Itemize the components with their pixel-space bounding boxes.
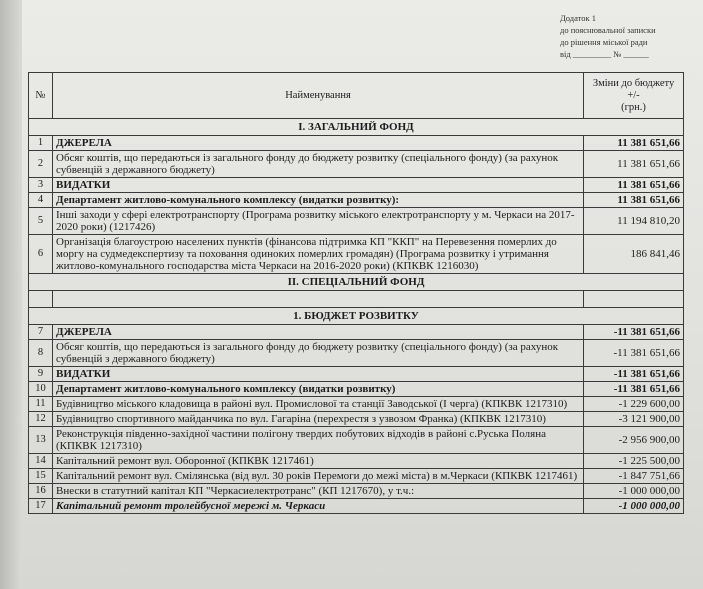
row-number: 13 — [29, 427, 53, 454]
row-label: Внески в статутний капітал КП "Черкасиелектротранс" (КП 1217670), у т.ч.: — [53, 484, 584, 499]
row-number: 15 — [29, 469, 53, 484]
row-number: 5 — [29, 208, 53, 235]
row-amount: -11 381 651,66 — [584, 382, 684, 397]
table-row — [29, 367, 684, 382]
row-number: 10 — [29, 382, 53, 397]
row-number: 16 — [29, 484, 53, 499]
row-label: Будівництво спортивного майданчика по вул. Гагаріна (перехрестя з узвозом Франка) (КПКВК 1217310) — [53, 412, 584, 427]
table-row — [29, 412, 684, 427]
table-row — [29, 340, 684, 367]
row-label: Організація благоустрою населених пунктів (фінансова підтримка КП "ККП" на Перевезення померлих до моргу на судмедекспертизу та поховання одиноких померлих громадян) (Програма розвитку і утримання житлово-комунального господарства міста Черкаси на 2016-2020 роки) (КПКВК 1216030) — [53, 235, 584, 274]
row-number: 12 — [29, 412, 53, 427]
row-amount: 11 194 810,20 — [584, 208, 684, 235]
blank-row — [29, 291, 684, 308]
table-row — [29, 151, 684, 178]
blank-cell — [29, 291, 53, 308]
table-row — [29, 193, 684, 208]
row-amount: 11 381 651,66 — [584, 178, 684, 193]
annex-line-2: до пояснювальної записки — [560, 25, 656, 35]
table-row — [29, 484, 684, 499]
row-label: Капітальний ремонт вул. Смілянська (від вул. 30 років Перемоги до межі міста) в м.Черкаси (КПКВК 1217461) — [53, 469, 584, 484]
row-amount: -1 000 000,00 — [584, 499, 684, 514]
row-number: 2 — [29, 151, 53, 178]
row-label: ВИДАТКИ — [53, 178, 584, 193]
row-amount: -1 847 751,66 — [584, 469, 684, 484]
row-label: ДЖЕРЕЛА — [53, 136, 584, 151]
row-label: ВИДАТКИ — [53, 367, 584, 382]
col-header-change-line-3: (грн.) — [621, 101, 646, 113]
section-title: 1. БЮДЖЕТ РОЗВИТКУ — [29, 308, 684, 325]
row-amount: 11 381 651,66 — [584, 193, 684, 208]
row-number: 7 — [29, 325, 53, 340]
row-amount: -1 229 600,00 — [584, 397, 684, 412]
row-number: 14 — [29, 454, 53, 469]
annex-note — [560, 12, 690, 60]
annex-line-1: Додаток 1 — [560, 13, 597, 23]
row-amount: -11 381 651,66 — [584, 340, 684, 367]
budget-table — [28, 72, 684, 514]
table-row — [29, 382, 684, 397]
row-amount: 11 381 651,66 — [584, 151, 684, 178]
table-row — [29, 427, 684, 454]
row-number: 1 — [29, 136, 53, 151]
table-row — [29, 208, 684, 235]
table-row — [29, 235, 684, 274]
row-amount: -2 956 900,00 — [584, 427, 684, 454]
row-number: 3 — [29, 178, 53, 193]
col-header-number: № — [29, 73, 53, 119]
page-edge — [0, 0, 22, 589]
col-header-change — [584, 73, 684, 119]
row-number: 17 — [29, 499, 53, 514]
row-number: 6 — [29, 235, 53, 274]
row-label: Обсяг коштів, що передаються із загального фонду до бюджету розвитку (спеціального фонду) (за рахунок субвенцій з державного бюджету) — [53, 151, 584, 178]
section-row — [29, 308, 684, 325]
row-amount: 11 381 651,66 — [584, 136, 684, 151]
row-amount: 186 841,46 — [584, 235, 684, 274]
row-amount: -3 121 900,00 — [584, 412, 684, 427]
table-row — [29, 397, 684, 412]
row-label: Департамент житлово-комунального комплексу (видатки розвитку) — [53, 382, 584, 397]
row-amount: -11 381 651,66 — [584, 367, 684, 382]
section-title: І. ЗАГАЛЬНИЙ ФОНД — [29, 119, 684, 136]
row-amount: -1 225 500,00 — [584, 454, 684, 469]
blank-cell — [53, 291, 584, 308]
row-label: ДЖЕРЕЛА — [53, 325, 584, 340]
table-row — [29, 178, 684, 193]
section-row — [29, 119, 684, 136]
blank-cell — [584, 291, 684, 308]
row-number: 11 — [29, 397, 53, 412]
table-row — [29, 325, 684, 340]
table-body — [29, 119, 684, 514]
row-label: Капітальний ремонт вул. Оборонної (КПКВК 1217461) — [53, 454, 584, 469]
row-amount: -1 000 000,00 — [584, 484, 684, 499]
row-label: Інші заходи у сфері електротранспорту (Програма розвитку міського електротранспорту у м. Черкаси на 2017-2020 роки) (1217426) — [53, 208, 584, 235]
table-row — [29, 469, 684, 484]
section-title: ІІ. СПЕЦІАЛЬНИЙ ФОНД — [29, 274, 684, 291]
row-number: 8 — [29, 340, 53, 367]
row-number: 9 — [29, 367, 53, 382]
table-row — [29, 136, 684, 151]
section-row — [29, 274, 684, 291]
annex-line-4: від _________ № ______ — [560, 49, 649, 59]
col-header-change-line-1: Зміни до бюджету — [592, 77, 675, 89]
row-label: Обсяг коштів, що передаються із загального фонду до бюджету розвитку (спеціального фонду) (за рахунок субвенцій з державного бюджету) — [53, 340, 584, 367]
row-label: Будівництво міського кладовища в районі вул. Промислової та станції Заводської (І черга) (КПКВК 1217310) — [53, 397, 584, 412]
annex-line-3: до рішення міської ради — [560, 37, 648, 47]
col-header-change-line-2: +/- — [627, 89, 640, 101]
row-label: Департамент житлово-комунального комплексу (видатки розвитку): — [53, 193, 584, 208]
row-label: Капітальний ремонт тролейбусної мережі м. Черкаси — [53, 499, 584, 514]
row-number: 4 — [29, 193, 53, 208]
row-amount: -11 381 651,66 — [584, 325, 684, 340]
col-header-name: Найменування — [53, 73, 584, 119]
table-row — [29, 454, 684, 469]
table-row — [29, 499, 684, 514]
row-label: Реконструкція південно-західної частини полігону твердих побутових відходів в районі с.Руська Поляна (КПКВК 1217310) — [53, 427, 584, 454]
